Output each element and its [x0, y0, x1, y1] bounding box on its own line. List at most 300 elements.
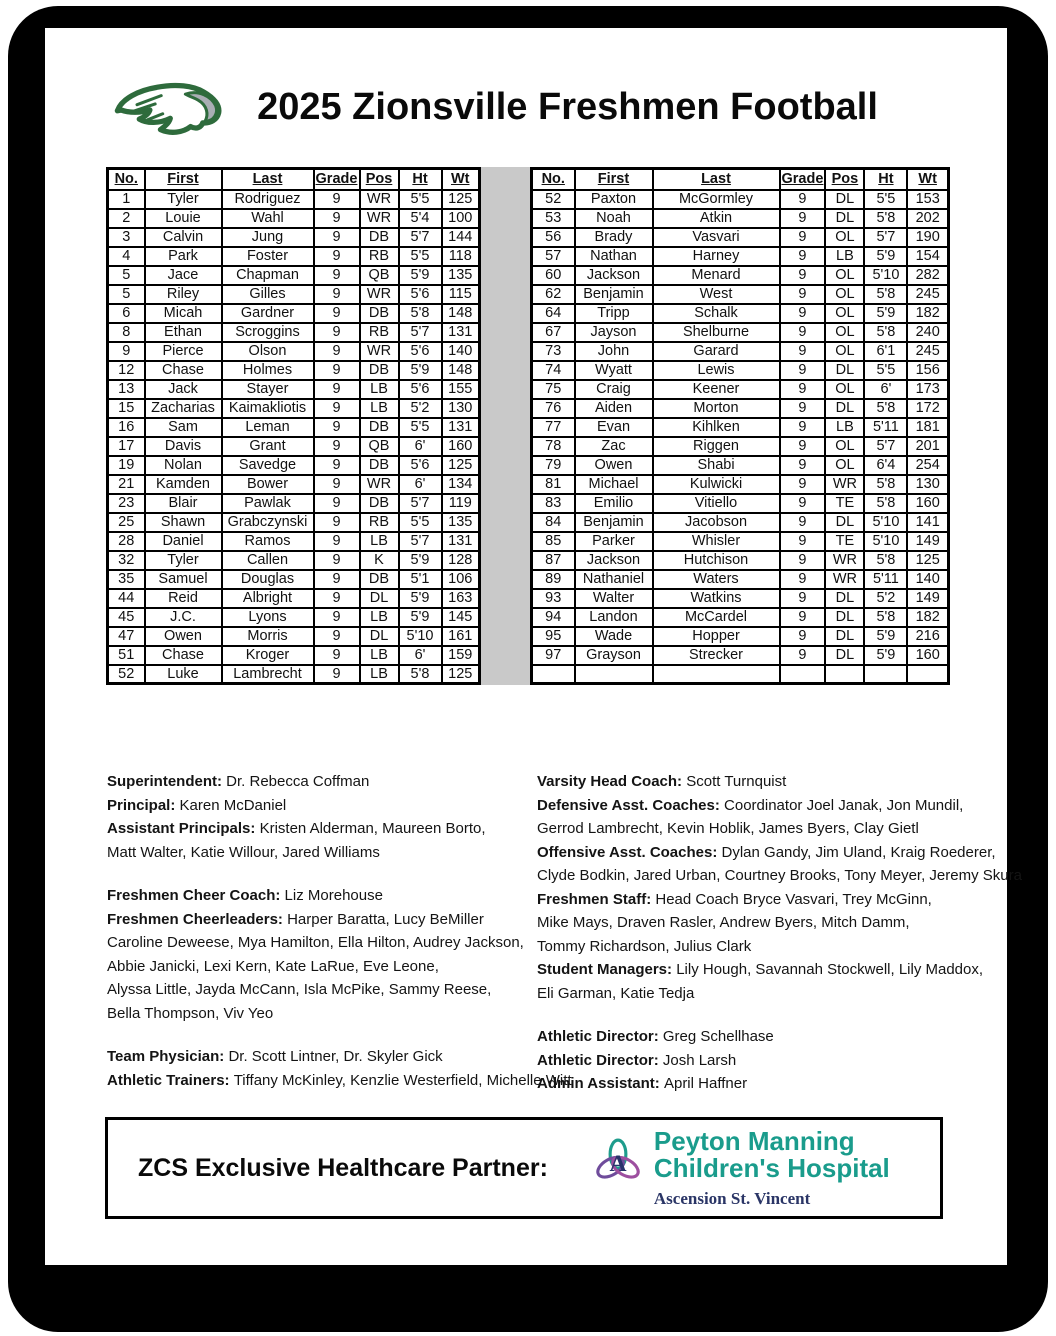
roster-cell: 282 [907, 266, 948, 285]
table-row [108, 266, 480, 285]
table-row [108, 551, 480, 570]
staff-names: Abbie Janicki, Lexi Kern, Kate LaRue, Eve Leone, [107, 957, 439, 975]
roster-cell: 9 [314, 209, 360, 228]
staff-line [107, 931, 532, 955]
roster-cell: Kulwicki [653, 475, 780, 494]
staff-right-column [537, 770, 1022, 1096]
roster-cell: Jackson [575, 266, 653, 285]
roster-cell: Kamden [145, 475, 222, 494]
roster-cell: 87 [532, 551, 575, 570]
roster-cell: 9 [314, 399, 360, 418]
roster-cell: Bower [222, 475, 314, 494]
roster-cell: 62 [532, 285, 575, 304]
roster-cell: 9 [780, 627, 826, 646]
roster-cell: 5'6 [399, 380, 442, 399]
roster-cell: 125 [907, 551, 948, 570]
table-row [108, 190, 480, 209]
roster-cell: Ethan [145, 323, 222, 342]
roster-cell: 9 [780, 646, 826, 665]
eagle-logo-icon [107, 76, 229, 144]
roster-cell: 145 [442, 608, 480, 627]
roster-cell: Tyler [145, 190, 222, 209]
roster-cell: 5'6 [399, 456, 442, 475]
roster-cell: 5'8 [864, 494, 907, 513]
roster-cell: 9 [314, 513, 360, 532]
roster-cell: 3 [108, 228, 145, 247]
roster-cell: 245 [907, 342, 948, 361]
roster-cell: 144 [442, 228, 480, 247]
roster-cell: 9 [314, 437, 360, 456]
staff-names: Caroline Deweese, Mya Hamilton, Ella Hilton, Audrey Jackson, [107, 934, 524, 951]
roster-cell: Wade [575, 627, 653, 646]
roster-cell: RB [360, 247, 399, 266]
roster-cell: 83 [532, 494, 575, 513]
roster-cell: WR [360, 475, 399, 494]
column-header: Pos [825, 169, 864, 190]
staff-line [107, 1002, 532, 1026]
roster-cell: 97 [532, 646, 575, 665]
staff-names: Dylan Gandy, Jim Uland, Kraig Roederer, [721, 843, 996, 861]
roster-cell: Samuel [145, 570, 222, 589]
roster-cell: 9 [780, 342, 826, 361]
staff-names: Kristen Alderman, Maureen Borto, [259, 820, 486, 837]
roster-cell: 140 [907, 570, 948, 589]
roster-cell: 8 [108, 323, 145, 342]
roster-cell: 5'8 [864, 399, 907, 418]
roster-cell: 5'7 [399, 323, 442, 342]
roster-cell: 9 [108, 342, 145, 361]
roster-cell: 9 [780, 475, 826, 494]
roster-cell: 5'2 [399, 399, 442, 418]
roster-cell: 5'9 [399, 589, 442, 608]
roster-cell: 93 [532, 589, 575, 608]
roster-cell: 134 [442, 475, 480, 494]
staff-line [107, 978, 532, 1002]
staff-line [107, 955, 532, 979]
table-row [532, 494, 949, 513]
roster-cell: Benjamin [575, 285, 653, 304]
roster-cell: DL [360, 589, 399, 608]
roster-cell: Lyons [222, 608, 314, 627]
staff-role-label: Student Managers: [537, 961, 677, 978]
roster-cell: OL [825, 380, 864, 399]
staff-role-label: Freshmen Cheerleaders: [107, 910, 288, 928]
roster-cell: Walter [575, 589, 653, 608]
staff-role-label: Athletic Trainers: [107, 1071, 234, 1089]
roster-cell: Stayer [222, 380, 314, 399]
table-row [532, 380, 949, 399]
roster-cell: 95 [532, 627, 575, 646]
roster-cell: 130 [442, 399, 480, 418]
roster-cell: Watkins [653, 589, 780, 608]
roster-cell: 125 [442, 190, 480, 209]
staff-names: Head Coach Bryce Vasvari, Trey McGinn, [655, 890, 932, 908]
roster-cell: 78 [532, 437, 575, 456]
staff-names: April Haffner [663, 1075, 748, 1092]
roster-cell: 64 [532, 304, 575, 323]
roster-cell: 202 [907, 209, 948, 228]
roster-cell: 60 [532, 266, 575, 285]
roster-cell: McCardel [653, 608, 780, 627]
roster-cell: 13 [108, 380, 145, 399]
roster-cell: WR [825, 551, 864, 570]
roster-cell: LB [360, 380, 399, 399]
staff-line [537, 935, 987, 959]
table-row [108, 456, 480, 475]
table-row [532, 285, 949, 304]
roster-cell: 5'7 [864, 228, 907, 247]
table-row [532, 570, 949, 589]
roster-cell: 5'8 [864, 209, 907, 228]
roster-cell: QB [360, 437, 399, 456]
roster-cell: Evan [575, 418, 653, 437]
table-row [532, 399, 949, 418]
roster-tables [106, 167, 950, 685]
roster-cell: 9 [780, 247, 826, 266]
roster-cell: 9 [314, 551, 360, 570]
roster-cell: 15 [108, 399, 145, 418]
roster-cell: 5'8 [399, 304, 442, 323]
roster-cell: 77 [532, 418, 575, 437]
roster-cell: Gardner [222, 304, 314, 323]
table-row [532, 551, 949, 570]
staff-names: Alyssa Little, Jayda McCann, Isla McPike, Sammy Reese, [107, 981, 492, 998]
roster-cell: 6' [399, 646, 442, 665]
roster-cell: 56 [532, 228, 575, 247]
roster-cell: 9 [314, 190, 360, 209]
staff-role-label: Freshmen Staff: [537, 890, 656, 908]
roster-cell: 5'9 [399, 361, 442, 380]
table-row [532, 266, 949, 285]
staff-names: Scott Turnquist [686, 773, 787, 790]
table-row [532, 665, 949, 684]
table-row [532, 475, 949, 494]
column-header: No. [532, 169, 575, 190]
roster-cell: 5'11 [864, 418, 907, 437]
table-row [108, 361, 480, 380]
staff-role-label: Defensive Asst. Coaches: [537, 796, 725, 814]
roster-cell: 9 [314, 304, 360, 323]
roster-cell: Luke [145, 665, 222, 684]
hospital-name [653, 1125, 890, 1209]
roster-cell: 240 [907, 323, 948, 342]
roster-cell: 2 [108, 209, 145, 228]
roster-cell: LB [360, 532, 399, 551]
roster-cell: 9 [780, 513, 826, 532]
page-title: 2025 Zionsville Freshmen Football [257, 86, 878, 128]
roster-cell: Chase [145, 646, 222, 665]
roster-cell: 53 [532, 209, 575, 228]
table-row [532, 228, 949, 247]
roster-cell: Craig [575, 380, 653, 399]
roster-cell: 6' [864, 380, 907, 399]
roster-cell: 100 [442, 209, 480, 228]
staff-line [107, 864, 532, 884]
roster-cell: 17 [108, 437, 145, 456]
roster-cell: 9 [314, 570, 360, 589]
roster-cell: Calvin [145, 228, 222, 247]
roster-cell: 5'5 [864, 361, 907, 380]
roster-cell: Louie [145, 209, 222, 228]
table-row [108, 532, 480, 551]
roster-cell: Paxton [575, 190, 653, 209]
staff-role-label: Admin Assistant: [537, 1075, 664, 1092]
roster-cell: 5'5 [399, 247, 442, 266]
roster-cell: 9 [314, 456, 360, 475]
table-row [532, 342, 949, 361]
roster-cell: 131 [442, 418, 480, 437]
roster-cell: 148 [442, 304, 480, 323]
roster-cell: 9 [314, 589, 360, 608]
roster-cell: DL [825, 608, 864, 627]
roster-cell: 9 [780, 437, 826, 456]
roster-cell: OL [825, 228, 864, 247]
table-row [108, 475, 480, 494]
roster-cell: QB [360, 266, 399, 285]
roster-cell: 5'2 [864, 589, 907, 608]
roster-cell: 149 [907, 589, 948, 608]
roster-cell: Tyler [145, 551, 222, 570]
staff-role-label: Team Physician: [107, 1048, 229, 1065]
staff-role-label: Offensive Asst. Coaches: [537, 843, 722, 861]
roster-cell: 5'9 [399, 608, 442, 627]
roster-cell: Chapman [222, 266, 314, 285]
roster-cell: 9 [780, 608, 826, 627]
table-row [532, 627, 949, 646]
roster-cell: 245 [907, 285, 948, 304]
staff-role-label: Athletic Director: [537, 1028, 663, 1045]
roster-cell: 9 [314, 532, 360, 551]
roster-cell: 9 [780, 361, 826, 380]
table-row [108, 209, 480, 228]
roster-cell: 5'9 [864, 646, 907, 665]
roster-table-left [106, 167, 481, 685]
roster-cell: DB [360, 418, 399, 437]
roster-cell: DL [825, 209, 864, 228]
roster-cell: Foster [222, 247, 314, 266]
roster-cell: Shabi [653, 456, 780, 475]
staff-names: Dr. Rebecca Coffman [226, 773, 370, 790]
roster-cell: 5 [108, 285, 145, 304]
roster-cell: 32 [108, 551, 145, 570]
roster-cell: 5'9 [399, 266, 442, 285]
roster-cell: 9 [314, 665, 360, 684]
roster-cell: 51 [108, 646, 145, 665]
roster-cell: DL [825, 646, 864, 665]
roster-cell: Douglas [222, 570, 314, 589]
roster-cell: 148 [442, 361, 480, 380]
roster-cell: 115 [442, 285, 480, 304]
roster-cell: DB [360, 361, 399, 380]
roster-cell: DB [360, 456, 399, 475]
table-row [108, 304, 480, 323]
roster-cell: Morris [222, 627, 314, 646]
roster-cell: DL [825, 589, 864, 608]
roster-cell: 35 [108, 570, 145, 589]
roster-cell: 9 [314, 361, 360, 380]
staff-names: Bella Thompson, Viv Yeo [107, 1004, 274, 1022]
staff-line [537, 794, 987, 818]
roster-cell: LB [360, 608, 399, 627]
table-row [108, 228, 480, 247]
staff-line [537, 770, 987, 794]
roster-cell: Grabczynski [222, 513, 314, 532]
roster-cell: 9 [780, 418, 826, 437]
table-row [108, 323, 480, 342]
roster-cell: DB [360, 570, 399, 589]
roster-cell: 182 [907, 304, 948, 323]
roster-cell: 125 [442, 665, 480, 684]
roster-cell: 52 [532, 190, 575, 209]
roster-cell: 5'10 [864, 513, 907, 532]
roster-cell: 163 [442, 589, 480, 608]
roster-cell: 1 [108, 190, 145, 209]
roster-cell: 5'9 [864, 247, 907, 266]
roster-cell: Nathan [575, 247, 653, 266]
roster-cell: Savedge [222, 456, 314, 475]
roster-cell: 190 [907, 228, 948, 247]
roster-cell: 119 [442, 494, 480, 513]
roster-cell: WR [360, 190, 399, 209]
roster-cell: DL [825, 627, 864, 646]
staff-line [537, 841, 996, 865]
roster-cell: Vasvari [653, 228, 780, 247]
roster-cell: 135 [442, 266, 480, 285]
column-header: Ht [399, 169, 442, 190]
roster-cell: 44 [108, 589, 145, 608]
roster-cell: Nolan [145, 456, 222, 475]
roster-cell: 5'8 [864, 608, 907, 627]
roster-cell: Owen [575, 456, 653, 475]
roster-cell: 160 [442, 437, 480, 456]
staff-names: Harper Baratta, Lucy BeMiller [287, 910, 484, 928]
partner-label: ZCS Exclusive Healthcare Partner: [138, 1153, 548, 1182]
roster-cell: 5'7 [399, 532, 442, 551]
roster-cell: John [575, 342, 653, 361]
roster-cell: 9 [314, 266, 360, 285]
staff-role-label: Athletic Director: [537, 1051, 663, 1069]
staff-names: Greg Schellhase [662, 1028, 774, 1045]
roster-cell: OL [825, 304, 864, 323]
roster-cell: 5'9 [399, 551, 442, 570]
roster-cell: 9 [780, 285, 826, 304]
roster-cell: 9 [780, 190, 826, 209]
roster-cell: 159 [442, 646, 480, 665]
column-header: Grade [314, 169, 360, 190]
roster-cell: Lambrecht [222, 665, 314, 684]
roster-cell: 9 [780, 399, 826, 418]
staff-role-label: Freshmen Cheer Coach: [107, 887, 285, 904]
roster-cell: 79 [532, 456, 575, 475]
roster-cell: Harney [653, 247, 780, 266]
roster-cell: RB [360, 323, 399, 342]
roster-cell: DL [360, 627, 399, 646]
roster-cell: 6'1 [864, 342, 907, 361]
roster-cell: Landon [575, 608, 653, 627]
table-row [108, 342, 480, 361]
staff-names: Karen McDaniel [179, 796, 287, 814]
roster-cell: Jacobson [653, 513, 780, 532]
roster-cell: 6' [399, 437, 442, 456]
roster-cell: Callen [222, 551, 314, 570]
column-header: No. [108, 169, 145, 190]
column-header: Pos [360, 169, 399, 190]
roster-cell: DL [825, 190, 864, 209]
staff-names: Mike Mays, Draven Rasler, Andrew Byers, Mitch Damm, [537, 914, 910, 931]
roster-cell: 5'8 [864, 475, 907, 494]
staff-names: Clyde Bodkin, Jared Urban, Courtney Brooks, Tony Meyer, Jeremy Skura [537, 867, 1022, 884]
roster-cell: Nathaniel [575, 570, 653, 589]
roster-cell: 5'7 [399, 494, 442, 513]
roster-cell: Pierce [145, 342, 222, 361]
roster-cell: Holmes [222, 361, 314, 380]
roster-cell: Jayson [575, 323, 653, 342]
column-header: First [575, 169, 653, 190]
staff-line [537, 1049, 987, 1073]
staff-role-label: Principal: [107, 796, 180, 814]
roster-cell: 131 [442, 323, 480, 342]
staff-line [107, 794, 532, 818]
roster-cell: 5'7 [399, 228, 442, 247]
roster-cell: 141 [907, 513, 948, 532]
roster-cell: 5'8 [864, 323, 907, 342]
staff-line [537, 982, 987, 1006]
roster-cell: 9 [314, 342, 360, 361]
column-header: Last [653, 169, 780, 190]
roster-cell [532, 665, 575, 684]
table-row [108, 627, 480, 646]
roster-cell: 153 [907, 190, 948, 209]
roster-cell: 21 [108, 475, 145, 494]
roster-cell: 6 [108, 304, 145, 323]
staff-line [107, 908, 532, 932]
roster-cell: 9 [780, 323, 826, 342]
roster-cell [653, 665, 780, 684]
roster-cell: 5'8 [864, 551, 907, 570]
roster-cell: Vitiello [653, 494, 780, 513]
roster-cell: 181 [907, 418, 948, 437]
roster-cell: 9 [780, 589, 826, 608]
roster-cell: OL [825, 266, 864, 285]
roster-cell: Albright [222, 589, 314, 608]
roster-cell: Micah [145, 304, 222, 323]
staff-line [537, 1025, 987, 1049]
staff-line [537, 817, 987, 841]
roster-cell: Kihlken [653, 418, 780, 437]
hospital-name-line1: Peyton Manning [653, 1125, 855, 1156]
roster-cell: Gilles [222, 285, 314, 304]
roster-cell: Hopper [653, 627, 780, 646]
roster-cell: Jack [145, 380, 222, 399]
roster-cell [780, 665, 826, 684]
roster-cell: Riley [145, 285, 222, 304]
staff-line [537, 958, 987, 982]
roster-cell: Zac [575, 437, 653, 456]
staff-line [107, 841, 532, 865]
roster-cell: Ramos [222, 532, 314, 551]
staff-role-label: Varsity Head Coach: [537, 773, 687, 790]
table-row [532, 608, 949, 627]
roster-cell: 5'6 [399, 342, 442, 361]
table-row [532, 190, 949, 209]
roster-cell: 5'5 [399, 418, 442, 437]
roster-cell: Whisler [653, 532, 780, 551]
roster-cell: Strecker [653, 646, 780, 665]
roster-cell: 172 [907, 399, 948, 418]
roster-cell: 9 [780, 209, 826, 228]
table-row [108, 380, 480, 399]
roster-cell: Benjamin [575, 513, 653, 532]
